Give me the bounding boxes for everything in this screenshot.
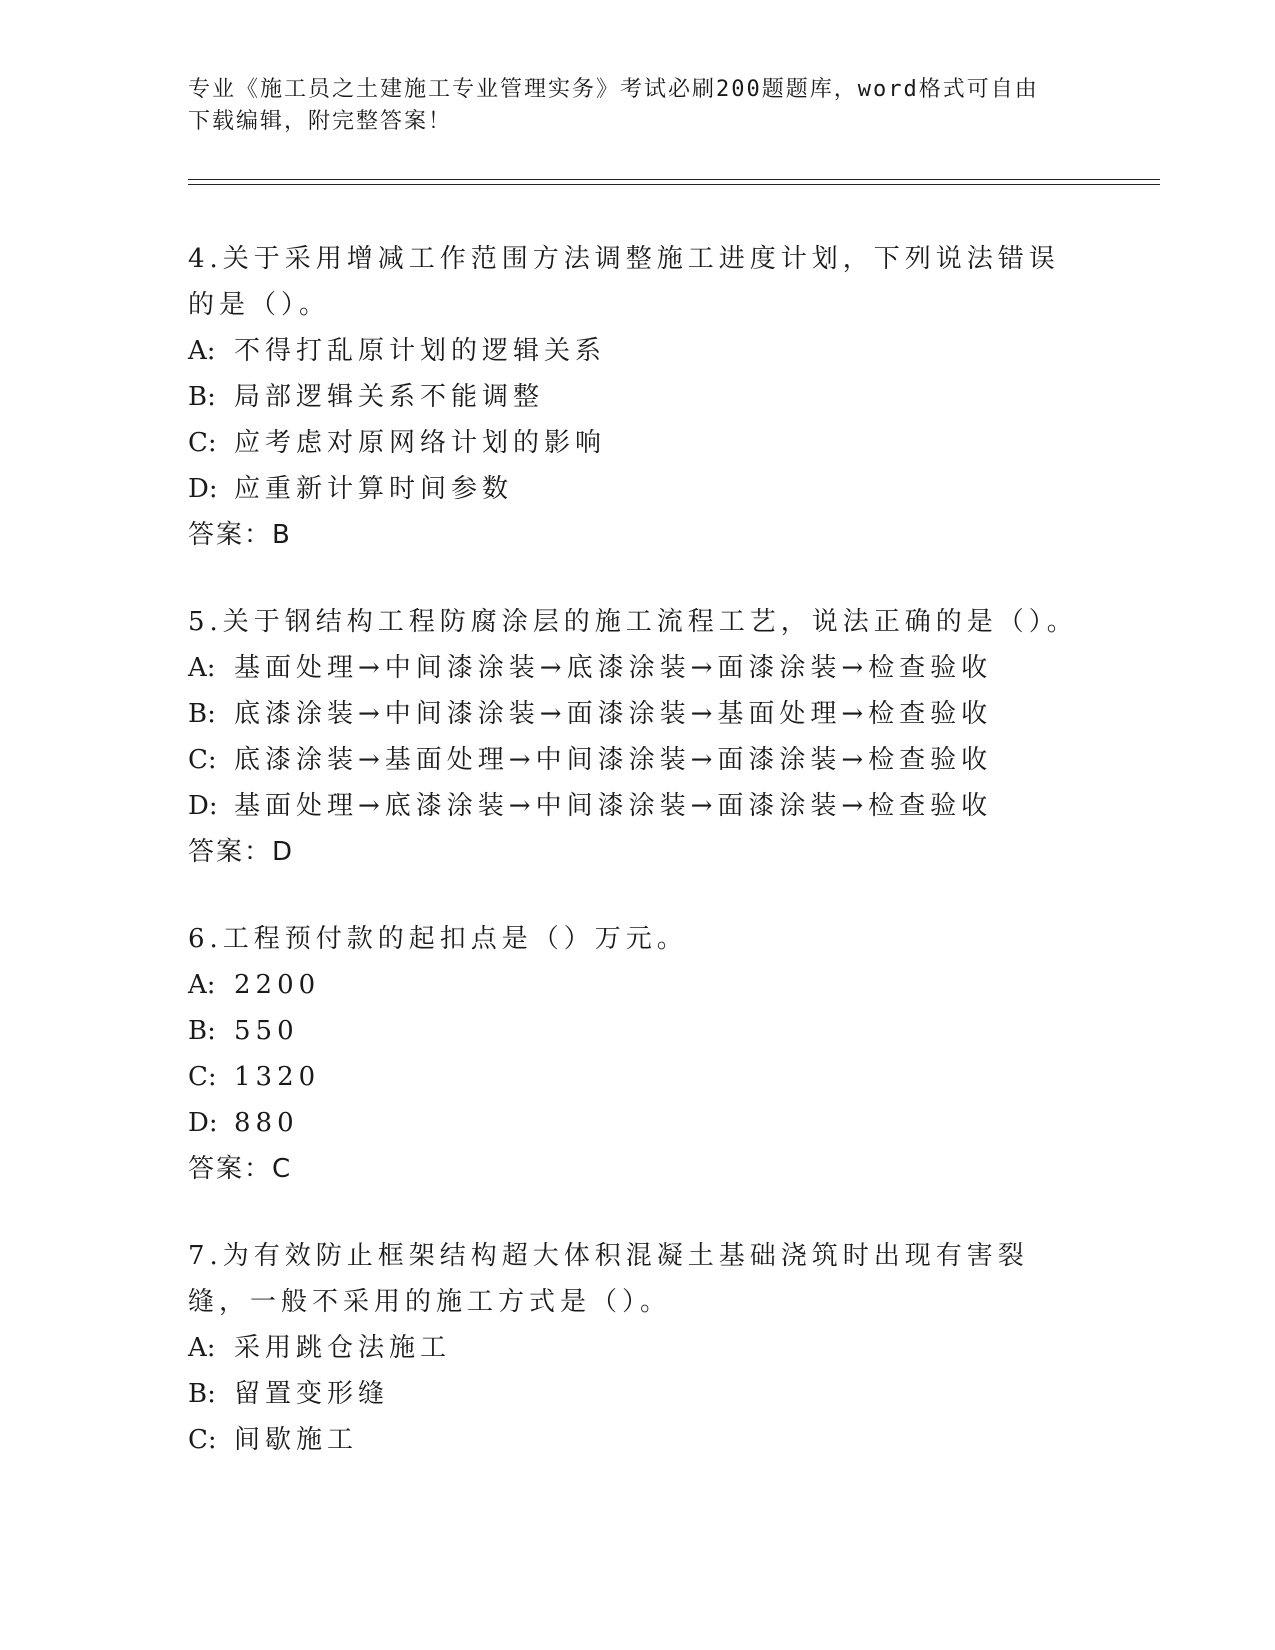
option-text: 550 xyxy=(234,1016,299,1046)
option-text: 880 xyxy=(234,1108,299,1138)
option-letter: B: xyxy=(188,699,216,729)
question-5 xyxy=(188,599,1088,875)
option-letter: A: xyxy=(188,1333,216,1363)
option-letter: A: xyxy=(188,970,216,1000)
option-letter: C: xyxy=(188,1062,217,1092)
option-a xyxy=(188,328,1088,374)
option-letter: B: xyxy=(188,382,216,412)
option-d xyxy=(188,1100,1088,1146)
option-a xyxy=(188,645,1088,691)
option-text: 基面处理→底漆涂装→中间漆涂装→面漆涂装→检查验收 xyxy=(234,791,993,821)
question-6 xyxy=(188,916,1088,1192)
option-text: 底漆涂装→中间漆涂装→面漆涂装→基面处理→检查验收 xyxy=(234,699,993,729)
option-letter: C: xyxy=(188,428,217,458)
option-letter: D: xyxy=(188,1108,218,1138)
option-text: 应重新计算时间参数 xyxy=(234,474,514,504)
option-text: 底漆涂装→基面处理→中间漆涂装→面漆涂装→检查验收 xyxy=(234,745,993,775)
option-letter: A: xyxy=(188,653,216,683)
header-divider-top xyxy=(188,179,1160,180)
option-letter: C: xyxy=(188,745,217,775)
option-c xyxy=(188,1054,1088,1100)
question-text: 4.关于采用增减工作范围方法调整施工进度计划，下列说法错误的是（）。 xyxy=(188,244,1060,320)
option-text: 采用跳仓法施工 xyxy=(234,1333,452,1363)
option-d xyxy=(188,783,1088,829)
option-text: 留置变形缝 xyxy=(234,1379,390,1409)
option-text: 2200 xyxy=(234,970,321,1000)
option-b xyxy=(188,1008,1088,1054)
option-text: 局部逻辑关系不能调整 xyxy=(234,382,545,412)
question-7 xyxy=(188,1233,1088,1463)
question-text: 6.工程预付款的起扣点是（）万元。 xyxy=(188,924,688,954)
header-line-1: 专业《施工员之土建施工专业管理实务》考试必刷200题题库，word格式可自由 xyxy=(188,77,1039,102)
option-c xyxy=(188,420,1088,466)
header-line-2: 下载编辑，附完整答案！ xyxy=(188,109,453,134)
option-text: 1320 xyxy=(234,1062,321,1092)
question-4 xyxy=(188,236,1088,558)
option-b xyxy=(188,691,1088,737)
option-text: 不得打乱原计划的逻辑关系 xyxy=(234,336,607,366)
question-text: 7.为有效防止框架结构超大体积混凝土基础浇筑时出现有害裂缝，一般不采用的施工方式是（）。 xyxy=(188,1241,1029,1317)
option-d xyxy=(188,466,1088,512)
option-letter: D: xyxy=(188,474,218,504)
option-b xyxy=(188,1371,1088,1417)
document-header xyxy=(188,74,1068,138)
answer-line: 答案：B xyxy=(188,520,292,550)
option-text: 应考虑对原网络计划的影响 xyxy=(234,428,607,458)
option-letter: B: xyxy=(188,1016,216,1046)
answer-line: 答案：D xyxy=(188,837,295,867)
question-text: 5.关于钢结构工程防腐涂层的施工流程工艺，说法正确的是（）。 xyxy=(188,607,1078,637)
option-letter: A: xyxy=(188,336,216,366)
header-divider-bottom xyxy=(188,184,1160,185)
answer-line: 答案：C xyxy=(188,1154,293,1184)
option-letter: D: xyxy=(188,791,218,821)
option-a xyxy=(188,1325,1088,1371)
option-a xyxy=(188,962,1088,1008)
option-c xyxy=(188,1417,1088,1463)
option-c xyxy=(188,737,1088,783)
question-list xyxy=(188,236,1088,1504)
option-text: 基面处理→中间漆涂装→底漆涂装→面漆涂装→检查验收 xyxy=(234,653,993,683)
option-letter: C: xyxy=(188,1425,217,1455)
option-b xyxy=(188,374,1088,420)
option-text: 间歇施工 xyxy=(234,1425,359,1455)
option-letter: B: xyxy=(188,1379,216,1409)
